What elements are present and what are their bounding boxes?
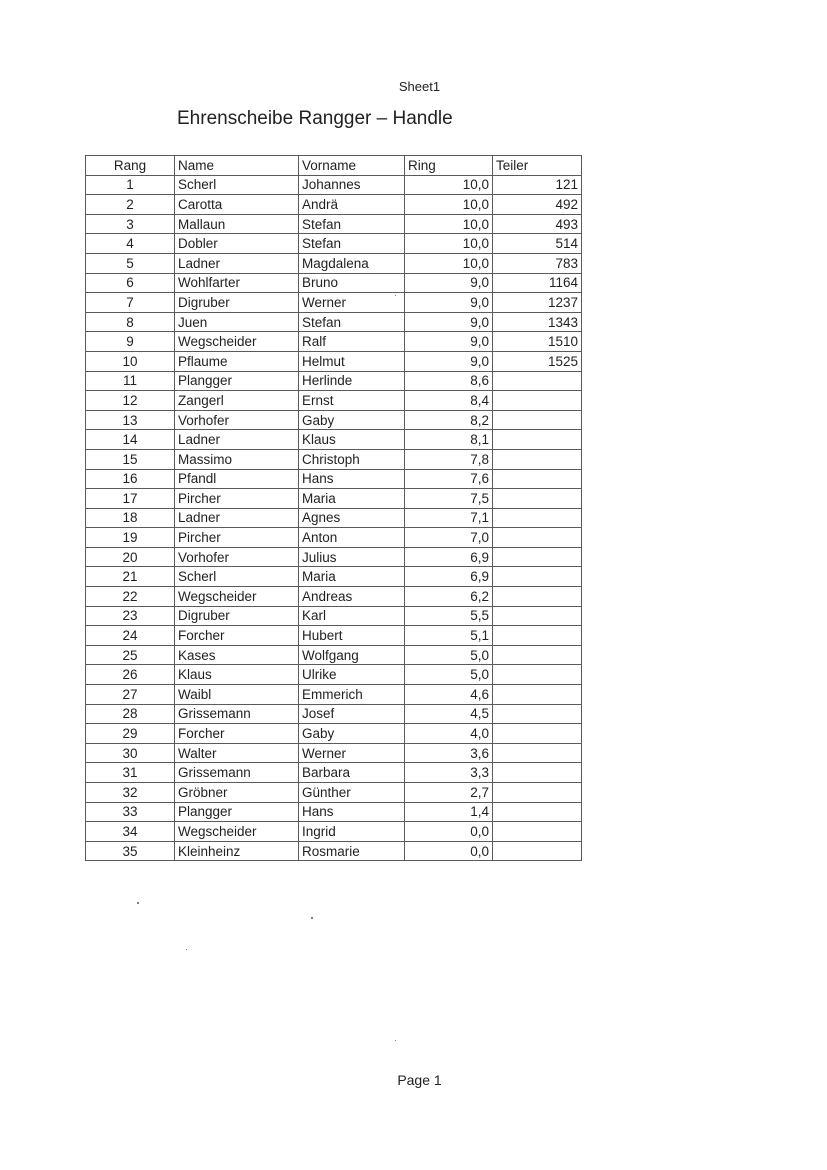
cell-teiler: 1510 <box>493 332 582 352</box>
cell-name: Plangger <box>175 802 299 822</box>
cell-vorname: Magdalena <box>299 253 405 273</box>
cell-ring: 5,0 <box>405 665 493 685</box>
scan-speck <box>395 295 396 296</box>
cell-rang: 24 <box>86 626 175 646</box>
cell-rang: 16 <box>86 469 175 489</box>
cell-name: Pflaume <box>175 351 299 371</box>
cell-name: Wohlfarter <box>175 273 299 293</box>
cell-vorname: Josef <box>299 704 405 724</box>
table-row <box>86 763 582 783</box>
cell-vorname: Maria <box>299 567 405 587</box>
cell-ring: 0,0 <box>405 822 493 842</box>
cell-vorname: Andrä <box>299 195 405 215</box>
cell-rang: 11 <box>86 371 175 391</box>
cell-vorname: Stefan <box>299 234 405 254</box>
cell-name: Ladner <box>175 253 299 273</box>
cell-vorname: Hans <box>299 802 405 822</box>
scan-speck <box>311 917 313 919</box>
cell-rang: 18 <box>86 508 175 528</box>
cell-rang: 12 <box>86 391 175 411</box>
cell-teiler: 1343 <box>493 312 582 332</box>
column-header-ring: Ring <box>405 156 493 176</box>
cell-name: Kleinheinz <box>175 841 299 861</box>
cell-teiler <box>493 724 582 744</box>
cell-name: Digruber <box>175 293 299 313</box>
sheet-label: Sheet1 <box>398 79 441 94</box>
cell-name: Wegscheider <box>175 332 299 352</box>
table-row <box>86 547 582 567</box>
cell-ring: 10,0 <box>405 175 493 195</box>
cell-rang: 31 <box>86 763 175 783</box>
cell-vorname: Barbara <box>299 763 405 783</box>
cell-name: Juen <box>175 312 299 332</box>
cell-ring: 9,0 <box>405 351 493 371</box>
column-header-name: Name <box>175 156 299 176</box>
cell-name: Kases <box>175 645 299 665</box>
cell-name: Vorhofer <box>175 547 299 567</box>
cell-teiler: 492 <box>493 195 582 215</box>
cell-ring: 7,6 <box>405 469 493 489</box>
cell-ring: 10,0 <box>405 253 493 273</box>
table-row <box>86 606 582 626</box>
cell-teiler <box>493 841 582 861</box>
document-title: Ehrenscheibe Rangger – Handle <box>177 108 453 129</box>
cell-rang: 27 <box>86 685 175 705</box>
cell-ring: 7,0 <box>405 528 493 548</box>
cell-vorname: Stefan <box>299 214 405 234</box>
cell-ring: 1,4 <box>405 802 493 822</box>
cell-vorname: Hubert <box>299 626 405 646</box>
cell-teiler: 1237 <box>493 293 582 313</box>
cell-name: Dobler <box>175 234 299 254</box>
cell-ring: 9,0 <box>405 332 493 352</box>
cell-vorname: Emmerich <box>299 685 405 705</box>
cell-rang: 5 <box>86 253 175 273</box>
cell-rang: 21 <box>86 567 175 587</box>
cell-rang: 35 <box>86 841 175 861</box>
cell-rang: 9 <box>86 332 175 352</box>
table-row <box>86 195 582 215</box>
column-header-vorname: Vorname <box>299 156 405 176</box>
cell-rang: 30 <box>86 743 175 763</box>
cell-ring: 4,0 <box>405 724 493 744</box>
cell-vorname: Klaus <box>299 430 405 450</box>
cell-name: Mallaun <box>175 214 299 234</box>
table-body <box>86 175 582 861</box>
cell-rang: 20 <box>86 547 175 567</box>
cell-rang: 1 <box>86 175 175 195</box>
cell-rang: 22 <box>86 587 175 607</box>
table-row <box>86 802 582 822</box>
cell-teiler <box>493 371 582 391</box>
cell-name: Scherl <box>175 175 299 195</box>
cell-name: Wegscheider <box>175 822 299 842</box>
table-row <box>86 841 582 861</box>
cell-name: Carotta <box>175 195 299 215</box>
cell-teiler <box>493 743 582 763</box>
cell-ring: 7,8 <box>405 449 493 469</box>
cell-vorname: Wolfgang <box>299 645 405 665</box>
cell-vorname: Herlinde <box>299 371 405 391</box>
cell-teiler: 514 <box>493 234 582 254</box>
cell-teiler: 783 <box>493 253 582 273</box>
table-row <box>86 410 582 430</box>
table-row <box>86 214 582 234</box>
table-row <box>86 528 582 548</box>
cell-name: Plangger <box>175 371 299 391</box>
cell-ring: 3,6 <box>405 743 493 763</box>
cell-name: Massimo <box>175 449 299 469</box>
cell-teiler <box>493 802 582 822</box>
table-row <box>86 351 582 371</box>
table-row <box>86 822 582 842</box>
cell-teiler <box>493 685 582 705</box>
table-row <box>86 645 582 665</box>
cell-ring: 9,0 <box>405 293 493 313</box>
cell-rang: 4 <box>86 234 175 254</box>
cell-teiler <box>493 567 582 587</box>
table-row <box>86 371 582 391</box>
column-header-rang: Rang <box>86 156 175 176</box>
cell-teiler <box>493 528 582 548</box>
cell-name: Forcher <box>175 626 299 646</box>
cell-ring: 6,9 <box>405 567 493 587</box>
cell-vorname: Werner <box>299 743 405 763</box>
cell-teiler <box>493 783 582 803</box>
cell-vorname: Christoph <box>299 449 405 469</box>
table-header-row <box>86 156 582 176</box>
cell-rang: 13 <box>86 410 175 430</box>
cell-ring: 4,6 <box>405 685 493 705</box>
cell-name: Ladner <box>175 430 299 450</box>
cell-name: Waibl <box>175 685 299 705</box>
table-row <box>86 626 582 646</box>
cell-ring: 6,9 <box>405 547 493 567</box>
cell-teiler: 493 <box>493 214 582 234</box>
table-row <box>86 234 582 254</box>
cell-vorname: Gaby <box>299 410 405 430</box>
cell-name: Pircher <box>175 489 299 509</box>
table-row <box>86 273 582 293</box>
cell-vorname: Karl <box>299 606 405 626</box>
cell-rang: 15 <box>86 449 175 469</box>
cell-ring: 2,7 <box>405 783 493 803</box>
column-header-teiler: Teiler <box>493 156 582 176</box>
cell-ring: 10,0 <box>405 195 493 215</box>
cell-rang: 7 <box>86 293 175 313</box>
cell-rang: 28 <box>86 704 175 724</box>
cell-rang: 32 <box>86 783 175 803</box>
cell-vorname: Julius <box>299 547 405 567</box>
cell-teiler <box>493 626 582 646</box>
cell-ring: 8,1 <box>405 430 493 450</box>
table-row <box>86 724 582 744</box>
cell-teiler <box>493 391 582 411</box>
table-row <box>86 685 582 705</box>
table-row <box>86 332 582 352</box>
cell-vorname: Ernst <box>299 391 405 411</box>
cell-rang: 3 <box>86 214 175 234</box>
cell-teiler <box>493 449 582 469</box>
scan-speck <box>137 902 139 904</box>
cell-ring: 10,0 <box>405 234 493 254</box>
table-row <box>86 743 582 763</box>
cell-name: Ladner <box>175 508 299 528</box>
cell-rang: 8 <box>86 312 175 332</box>
cell-name: Gröbner <box>175 783 299 803</box>
cell-ring: 8,6 <box>405 371 493 391</box>
table-row <box>86 704 582 724</box>
cell-name: Vorhofer <box>175 410 299 430</box>
cell-vorname: Maria <box>299 489 405 509</box>
cell-rang: 29 <box>86 724 175 744</box>
table-row <box>86 665 582 685</box>
cell-ring: 4,5 <box>405 704 493 724</box>
cell-teiler <box>493 822 582 842</box>
scan-speck <box>186 949 187 950</box>
cell-name: Wegscheider <box>175 587 299 607</box>
cell-ring: 5,1 <box>405 626 493 646</box>
cell-name: Zangerl <box>175 391 299 411</box>
cell-ring: 5,5 <box>405 606 493 626</box>
cell-vorname: Bruno <box>299 273 405 293</box>
cell-teiler: 121 <box>493 175 582 195</box>
table-row <box>86 312 582 332</box>
cell-vorname: Hans <box>299 469 405 489</box>
cell-rang: 6 <box>86 273 175 293</box>
cell-vorname: Ingrid <box>299 822 405 842</box>
cell-teiler <box>493 763 582 783</box>
cell-rang: 17 <box>86 489 175 509</box>
cell-teiler <box>493 547 582 567</box>
cell-ring: 9,0 <box>405 273 493 293</box>
table-row <box>86 293 582 313</box>
cell-name: Pfandl <box>175 469 299 489</box>
table-row <box>86 391 582 411</box>
cell-ring: 8,4 <box>405 391 493 411</box>
cell-rang: 14 <box>86 430 175 450</box>
cell-teiler <box>493 489 582 509</box>
cell-vorname: Günther <box>299 783 405 803</box>
cell-teiler <box>493 469 582 489</box>
cell-teiler <box>493 587 582 607</box>
cell-teiler <box>493 410 582 430</box>
cell-ring: 5,0 <box>405 645 493 665</box>
table-row <box>86 587 582 607</box>
table-row <box>86 430 582 450</box>
cell-name: Digruber <box>175 606 299 626</box>
scan-speck <box>395 1040 396 1041</box>
cell-ring: 8,2 <box>405 410 493 430</box>
cell-vorname: Ralf <box>299 332 405 352</box>
table-row <box>86 449 582 469</box>
cell-vorname: Gaby <box>299 724 405 744</box>
cell-name: Pircher <box>175 528 299 548</box>
cell-rang: 19 <box>86 528 175 548</box>
cell-teiler <box>493 508 582 528</box>
cell-teiler <box>493 704 582 724</box>
cell-vorname: Werner <box>299 293 405 313</box>
cell-teiler <box>493 430 582 450</box>
page-number: Page 1 <box>397 1072 442 1088</box>
table-row <box>86 253 582 273</box>
cell-rang: 10 <box>86 351 175 371</box>
cell-teiler: 1164 <box>493 273 582 293</box>
cell-ring: 0,0 <box>405 841 493 861</box>
cell-name: Klaus <box>175 665 299 685</box>
table-row <box>86 508 582 528</box>
cell-teiler <box>493 606 582 626</box>
cell-name: Walter <box>175 743 299 763</box>
cell-rang: 33 <box>86 802 175 822</box>
table-row <box>86 175 582 195</box>
cell-name: Grissemann <box>175 704 299 724</box>
cell-vorname: Ulrike <box>299 665 405 685</box>
cell-name: Scherl <box>175 567 299 587</box>
cell-vorname: Andreas <box>299 587 405 607</box>
results-table <box>85 155 582 861</box>
cell-rang: 26 <box>86 665 175 685</box>
table-row <box>86 469 582 489</box>
cell-vorname: Anton <box>299 528 405 548</box>
cell-vorname: Stefan <box>299 312 405 332</box>
cell-ring: 7,5 <box>405 489 493 509</box>
table-row <box>86 567 582 587</box>
cell-rang: 23 <box>86 606 175 626</box>
cell-vorname: Helmut <box>299 351 405 371</box>
cell-ring: 10,0 <box>405 214 493 234</box>
cell-teiler: 1525 <box>493 351 582 371</box>
cell-ring: 7,1 <box>405 508 493 528</box>
cell-teiler <box>493 665 582 685</box>
cell-name: Grissemann <box>175 763 299 783</box>
cell-ring: 6,2 <box>405 587 493 607</box>
cell-name: Forcher <box>175 724 299 744</box>
cell-vorname: Rosmarie <box>299 841 405 861</box>
cell-vorname: Agnes <box>299 508 405 528</box>
cell-teiler <box>493 645 582 665</box>
cell-rang: 34 <box>86 822 175 842</box>
cell-rang: 25 <box>86 645 175 665</box>
table-row <box>86 783 582 803</box>
cell-ring: 3,3 <box>405 763 493 783</box>
table-row <box>86 489 582 509</box>
cell-vorname: Johannes <box>299 175 405 195</box>
cell-rang: 2 <box>86 195 175 215</box>
cell-ring: 9,0 <box>405 312 493 332</box>
